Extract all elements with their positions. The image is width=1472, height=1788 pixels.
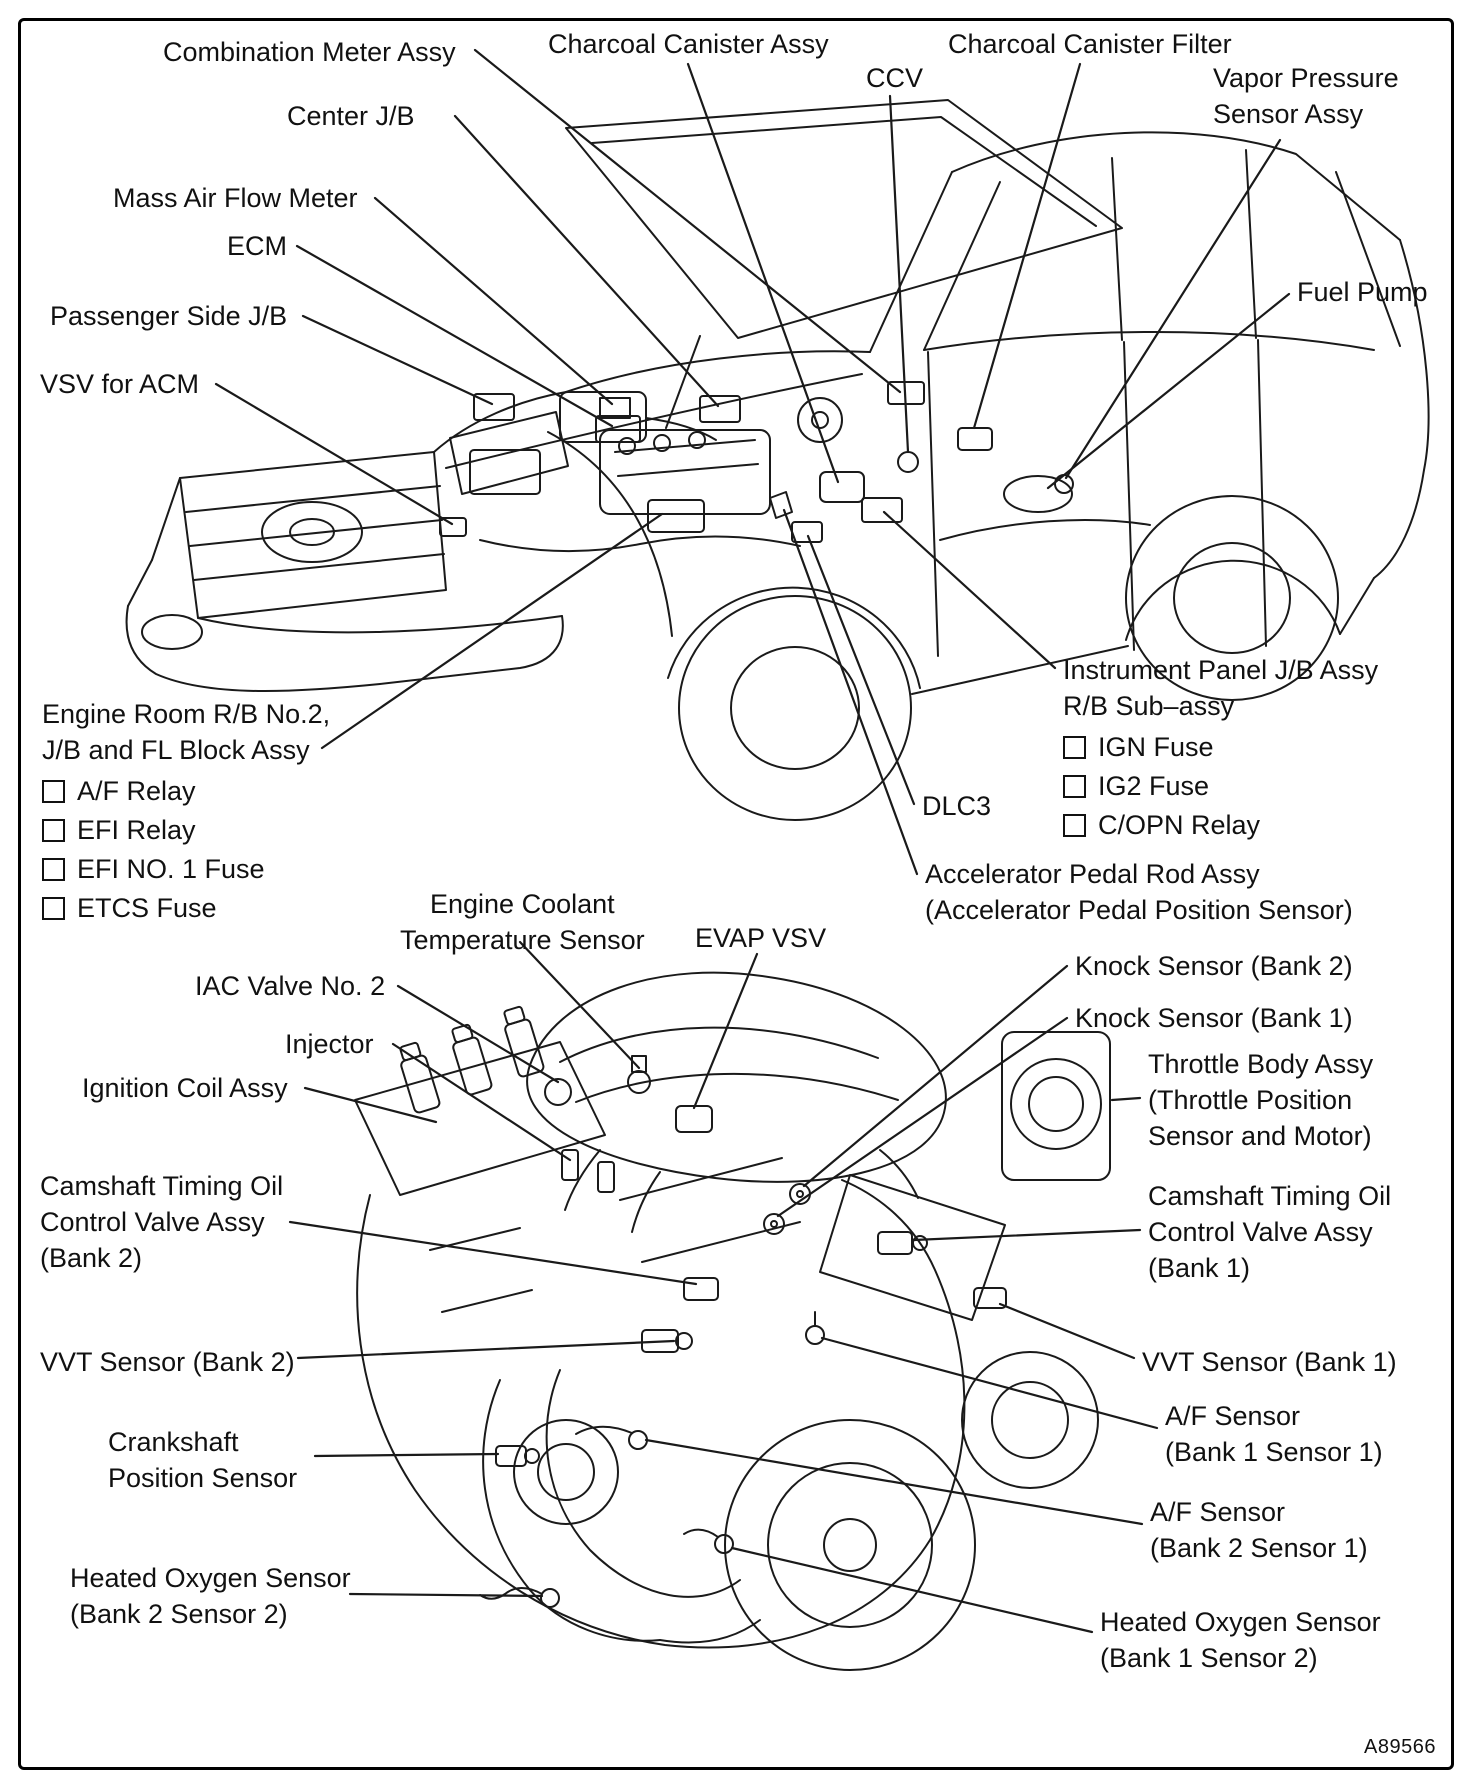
label-line: Sensor and Motor) (1148, 1121, 1372, 1151)
label-ecm (227, 228, 287, 264)
engine-room-rb-drawing (648, 500, 704, 532)
fuse-item (42, 814, 330, 846)
crank-sensor-drawing (496, 1446, 526, 1466)
fuse-item-label: A/F Relay (77, 776, 196, 806)
label-camshaft-valve-bank2 (40, 1168, 283, 1276)
label-line: Vapor Pressure (1213, 63, 1399, 93)
fuse-item (1063, 809, 1378, 841)
label-line: Control Valve Assy (1148, 1217, 1373, 1247)
label-vapor-pressure-sensor (1213, 60, 1399, 132)
fuse-item (42, 775, 330, 807)
brand-emblem (262, 502, 362, 562)
fuse-item-label: IG2 Fuse (1098, 771, 1210, 801)
label-text: Mass Air Flow Meter (113, 183, 358, 213)
fuse-item-label: EFI Relay (77, 815, 196, 845)
leader-engine-room-rb (322, 514, 662, 748)
label-engine-room-rb (42, 696, 330, 924)
a-pillar (870, 172, 952, 352)
injector-drawing (562, 1150, 578, 1180)
instrument-panel-jb-drawing (862, 498, 902, 522)
leader-passenger-side-jb (303, 316, 492, 404)
label-line: Accelerator Pedal Rod Assy (925, 859, 1260, 889)
evap-vsv-drawing (676, 1106, 712, 1132)
label-injector (285, 1026, 374, 1062)
label-text: IAC Valve No. 2 (195, 971, 386, 1001)
label-line: (Bank 2 Sensor 2) (70, 1599, 288, 1629)
ccv-drawing (898, 452, 918, 472)
engine-block-outline (357, 1180, 964, 1648)
label-passenger-side-jb (50, 298, 287, 334)
crank-pulley-drawing (514, 1420, 618, 1524)
checkbox-icon (1063, 736, 1086, 759)
label-engine-coolant-temp (400, 886, 645, 958)
label-center-jb (287, 98, 415, 134)
label-line: Throttle Body Assy (1148, 1049, 1374, 1079)
knock-sensor-b1-drawing (764, 1214, 784, 1234)
label-line: (Bank 2 Sensor 1) (1150, 1533, 1368, 1563)
cam-valve-b2-drawing (684, 1278, 718, 1300)
label-text: Injector (285, 1029, 374, 1059)
leader-evap-vsv (694, 954, 757, 1108)
label-line: Control Valve Assy (40, 1207, 265, 1237)
vapor-pressure-sensor-drawing (1055, 475, 1073, 493)
label-accelerator-pedal (925, 856, 1353, 928)
label-charcoal-canister-filter (948, 26, 1232, 62)
label-mass-air-flow-meter (113, 180, 358, 216)
fog-lamp (142, 615, 202, 649)
leader-camshaft-valve-b2 (290, 1222, 696, 1284)
leader-throttle-body (1112, 1098, 1140, 1100)
leader-dlc3 (808, 536, 914, 804)
label-line: Temperature Sensor (400, 925, 645, 955)
dlc3-drawing (792, 522, 822, 542)
label-text: Charcoal Canister Filter (948, 29, 1232, 59)
label-line: (Accelerator Pedal Position Sensor) (925, 895, 1353, 925)
throttle-body-drawing (1002, 1032, 1110, 1180)
label-ccv (866, 60, 923, 96)
af-sensor-b1s1-drawing (806, 1326, 824, 1344)
label-vvt-sensor-bank1 (1142, 1344, 1397, 1380)
label-text: Charcoal Canister Assy (548, 29, 829, 59)
checkbox-icon (1063, 814, 1086, 837)
engine-illustration (355, 973, 1110, 1670)
label-text: VSV for ACM (40, 369, 200, 399)
leader-instrument-panel-jb (884, 512, 1055, 668)
figure-code: A89566 (1364, 1736, 1436, 1758)
label-line: J/B and FL Block Assy (42, 735, 310, 765)
label-text: Ignition Coil Assy (82, 1073, 288, 1103)
label-crankshaft-position-sensor (108, 1424, 297, 1496)
label-text: Center J/B (287, 101, 415, 131)
fuse-item-label: IGN Fuse (1098, 732, 1214, 762)
leader-center-jb (455, 116, 718, 406)
fuse-item-label: C/OPN Relay (1098, 810, 1261, 840)
fuse-item (1063, 731, 1378, 763)
label-line: Heated Oxygen Sensor (1100, 1607, 1381, 1637)
leader-ignition-coil (305, 1088, 436, 1122)
leader-knock-sensor-b1 (778, 1018, 1067, 1216)
label-text: ECM (227, 231, 287, 261)
accessory-pulley-drawing (962, 1352, 1098, 1488)
label-line: Crankshaft (108, 1427, 239, 1457)
leader-mass-air-flow-meter (375, 198, 612, 404)
label-line: (Bank 1 Sensor 1) (1165, 1437, 1383, 1467)
leader-charcoal-canister-filter (974, 64, 1080, 428)
cam-valve-b1-drawing (878, 1232, 912, 1254)
label-knock-sensor-bank2 (1075, 948, 1353, 984)
grille (180, 452, 446, 618)
vsv-acm-drawing (440, 518, 466, 536)
fuse-item (42, 853, 330, 885)
leader-vvt-sensor-b1 (1000, 1304, 1134, 1358)
leader-fuel-pump (1048, 294, 1289, 488)
label-ignition-coil-assy (82, 1070, 288, 1106)
leader-vvt-sensor-b2 (298, 1341, 674, 1358)
hood-open (566, 100, 1122, 338)
label-line: Engine Coolant (430, 889, 615, 919)
label-af-sensor-b2s1 (1150, 1494, 1368, 1566)
label-line: Engine Room R/B No.2, (42, 699, 331, 729)
label-line: Camshaft Timing Oil (40, 1171, 284, 1201)
label-line: (Bank 1) (1148, 1253, 1251, 1283)
checkbox-icon (1063, 775, 1086, 798)
label-dlc3 (922, 788, 991, 824)
leader-injector (393, 1044, 570, 1160)
label-text: Combination Meter Assy (163, 37, 456, 67)
rear-wheel-arch (1126, 561, 1340, 640)
exhaust-pipe-drawing (483, 1380, 660, 1641)
label-text: CCV (866, 63, 924, 93)
leader-vapor-pressure-sensor (1066, 140, 1280, 478)
strut-tower-drawing (798, 398, 842, 442)
fuse-item-label: EFI NO. 1 Fuse (77, 854, 265, 884)
label-heated-o2-b1s2 (1100, 1604, 1381, 1676)
battery-drawing (470, 450, 540, 494)
checkbox-icon (42, 897, 65, 920)
label-iac-valve-no2 (195, 968, 385, 1004)
label-charcoal-canister-assy (548, 26, 829, 62)
flywheel-drawing (725, 1420, 975, 1670)
roof-line (952, 132, 1400, 240)
label-text: Knock Sensor (Bank 2) (1075, 951, 1353, 981)
label-vsv-for-acm (40, 366, 199, 402)
leader-af-sensor-b2s1 (646, 1440, 1142, 1524)
label-combination-meter-assy (163, 34, 456, 70)
leader-crankshaft-position (315, 1454, 498, 1456)
fuse-item-label: ETCS Fuse (77, 893, 217, 923)
charcoal-canister-drawing (820, 472, 864, 502)
fuse-item (42, 892, 330, 924)
accelerator-pedal-drawing (770, 492, 792, 518)
d-pillar (1336, 172, 1400, 346)
label-throttle-body (1148, 1046, 1373, 1154)
label-text: Fuel Pump (1297, 277, 1428, 307)
label-text: Knock Sensor (Bank 1) (1075, 1003, 1353, 1033)
left-valve-cover-drawing (355, 1042, 605, 1195)
label-line: A/F Sensor (1150, 1497, 1286, 1527)
label-vvt-sensor-bank2 (40, 1344, 295, 1380)
label-line: A/F Sensor (1165, 1401, 1301, 1431)
label-knock-sensor-bank1 (1075, 1000, 1353, 1036)
label-text: Passenger Side J/B (50, 301, 288, 331)
b-pillar (1112, 158, 1122, 340)
label-line: Heated Oxygen Sensor (70, 1563, 351, 1593)
exhaust-pipe-drawing (547, 1370, 740, 1597)
label-fuel-pump (1297, 274, 1428, 310)
label-text: EVAP VSV (695, 923, 827, 953)
leader-heated-o2-b2s2 (350, 1594, 542, 1596)
label-line: Instrument Panel J/B Assy (1063, 655, 1379, 685)
label-camshaft-valve-bank1 (1148, 1178, 1391, 1286)
leader-af-sensor-b1s1 (822, 1338, 1157, 1428)
label-line: (Throttle Position (1148, 1085, 1353, 1115)
checkbox-icon (42, 819, 65, 842)
canister-filter-drawing (958, 428, 992, 450)
label-line: (Bank 2) (40, 1243, 143, 1273)
ignition-coil-drawing (500, 1005, 545, 1078)
label-text: VVT Sensor (Bank 2) (40, 1347, 295, 1377)
checkbox-icon (42, 858, 65, 881)
checkbox-icon (42, 780, 65, 803)
label-line: R/B Sub–assy (1063, 691, 1235, 721)
c-pillar (1246, 150, 1256, 338)
label-text: VVT Sensor (Bank 1) (1142, 1347, 1397, 1377)
fuel-pump-drawing (1004, 476, 1072, 512)
label-af-sensor-b1s1 (1165, 1398, 1383, 1470)
fuse-item (1063, 770, 1378, 802)
leader-heated-o2-b1s2 (732, 1548, 1092, 1632)
injector-drawing (598, 1162, 614, 1192)
leader-camshaft-valve-b1 (914, 1230, 1140, 1240)
leader-knock-sensor-b2 (804, 966, 1067, 1186)
label-line: (Bank 1 Sensor 2) (1100, 1643, 1318, 1673)
label-line: Sensor Assy (1213, 99, 1364, 129)
label-evap-vsv (695, 920, 826, 956)
label-heated-o2-b2s2 (70, 1560, 351, 1632)
leader-lines (216, 50, 1289, 1632)
label-instrument-panel-jb (1063, 652, 1378, 841)
label-line: Camshaft Timing Oil (1148, 1181, 1392, 1211)
label-text: DLC3 (922, 791, 992, 821)
label-line: Position Sensor (108, 1463, 298, 1493)
